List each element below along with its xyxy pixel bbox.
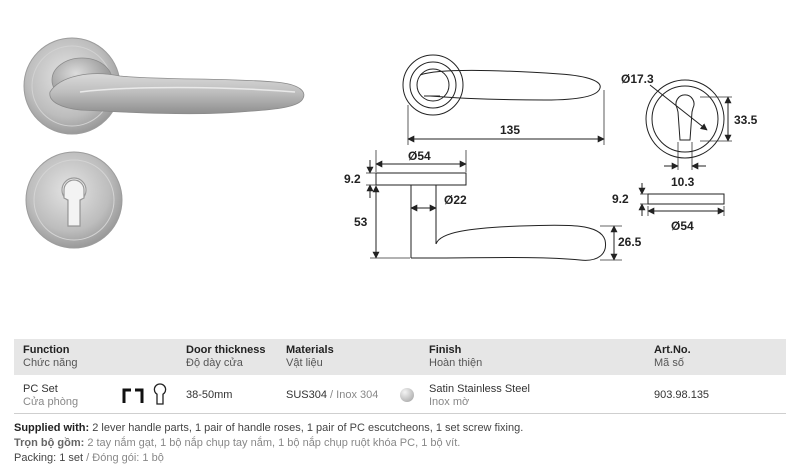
header-finish-main: Finish	[429, 344, 462, 356]
material-separator: /	[326, 389, 337, 401]
header-door-thickness-sub: Độ dày cửa	[186, 357, 243, 369]
tron-bo-line	[14, 436, 523, 451]
spec-table	[14, 339, 786, 414]
dim-rose-diameter: Ø54	[408, 149, 431, 163]
header-materials	[286, 344, 334, 370]
dim-length: 135	[500, 123, 521, 137]
supply-notes	[14, 421, 523, 466]
dim-cylinder-diameter: Ø17.3	[621, 72, 654, 86]
dim-escutcheon-diameter: Ø54	[671, 219, 694, 233]
finish-swatch	[400, 388, 414, 402]
table-row	[14, 375, 786, 414]
cylinder-keyhole-icon	[153, 383, 167, 405]
pc-escutcheon-image	[26, 152, 122, 248]
technical-drawing	[330, 0, 800, 280]
header-artno-sub: Mã số	[654, 357, 684, 369]
side-view-handle	[344, 149, 642, 260]
supplied-with-label: Supplied with:	[14, 422, 90, 434]
header-finish-sub: Hoàn thiện	[429, 357, 483, 369]
header-materials-sub: Vật liệu	[286, 357, 323, 369]
header-materials-main: Materials	[286, 344, 334, 356]
header-door-thickness-main: Door thickness	[186, 344, 266, 356]
dim-rose-thickness: 9.2	[344, 172, 361, 186]
dim-neck-diameter: Ø22	[444, 193, 467, 207]
dim-escutcheon-offset: 10.3	[671, 175, 695, 189]
product-photo	[0, 0, 330, 270]
packing-line	[14, 451, 523, 466]
lever-handle-image	[50, 58, 304, 114]
header-artno-main: Art.No.	[654, 344, 691, 356]
dim-escutcheon-height: 33.5	[734, 113, 758, 127]
cell-function	[23, 383, 78, 409]
supplied-with-line	[14, 421, 523, 436]
door-thickness-value: 38-50mm	[186, 389, 233, 401]
header-function	[23, 344, 77, 370]
article-number: 903.98.135	[654, 389, 710, 401]
packing-separator: /	[83, 452, 93, 464]
dim-handle-height: 53	[354, 215, 368, 229]
cell-artno	[654, 389, 709, 402]
side-view-escutcheon	[612, 183, 724, 233]
lever-handle-icon	[122, 385, 144, 405]
top-view-handle	[403, 55, 604, 145]
function-main: PC Set	[23, 383, 58, 395]
header-finish	[429, 344, 482, 370]
finish-main: Satin Stainless Steel	[429, 383, 530, 395]
escutcheon-front-view	[621, 72, 758, 189]
supplied-with-text: 2 lever handle parts, 1 pair of handle roses, 1 pair of PC escutcheons, 1 set screw fixing.	[89, 422, 524, 434]
header-door-thickness	[186, 344, 265, 370]
material-main: SUS304	[286, 389, 327, 401]
cell-door-thickness	[186, 389, 232, 402]
function-sub: Cửa phòng	[23, 396, 79, 408]
cell-finish	[429, 383, 530, 409]
packing-label: Packing: 1 set	[14, 452, 84, 464]
table-header	[14, 339, 786, 375]
dim-grip-height: 26.5	[618, 235, 642, 249]
header-artno	[654, 344, 691, 370]
material-sub: Inox 304	[336, 389, 379, 401]
finish-sub: Inox mờ	[429, 396, 470, 408]
tron-bo-text: 2 tay nắm gạt, 1 bộ nắp chụp tay nắm, 1 bộ nắp chụp ruột khóa PC, 1 bộ vít.	[84, 437, 461, 449]
tron-bo-label: Trọn bộ gồm:	[14, 437, 85, 449]
dim-escutcheon-thickness: 9.2	[612, 192, 629, 206]
packing-vn: Đóng gói: 1 bộ	[92, 452, 164, 464]
cell-materials	[286, 389, 378, 402]
header-function-sub: Chức năng	[23, 357, 78, 369]
header-function-main: Function	[23, 344, 70, 356]
